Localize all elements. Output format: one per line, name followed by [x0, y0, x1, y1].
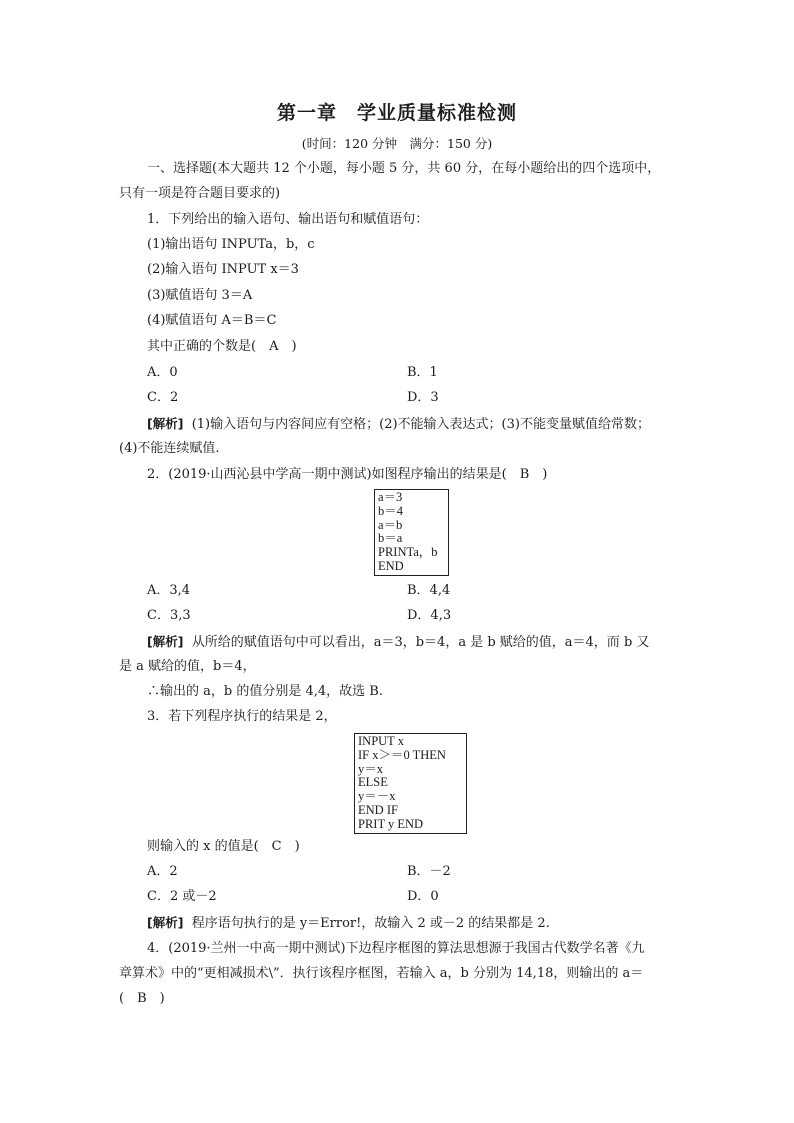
analysis-tag: [解析] [147, 915, 184, 930]
code-line: y＝－x [358, 789, 396, 804]
page-title: 第一章 学业质量标准检测 [276, 102, 517, 124]
q2-analysis-line2: 是 a 赋给的值，b＝4， [119, 659, 256, 674]
q3-option-a: A．2 [147, 864, 178, 879]
q3-stem: 3．若下列程序执行的结果是 2， [147, 709, 337, 724]
q1-item-2: (2)输入语句 INPUT x＝3 [147, 262, 299, 277]
code-line: a＝b [378, 517, 403, 532]
code-line: END IF [358, 802, 398, 817]
q4-line1: 4．(2019·兰州一中高一期中测试)下边程序框图的算法思想源于我国古代数学名著《九 [147, 941, 645, 956]
exam-info: (时间：120 分钟 满分：150 分) [301, 136, 493, 151]
q3-code-box [354, 733, 467, 834]
q3-ask: 则输入的 x 的值是( C ) [147, 839, 300, 854]
q3-option-b: B．－2 [407, 864, 451, 879]
code-line: y＝x [358, 761, 384, 776]
q1-option-b: B．1 [407, 365, 438, 380]
q1-item-3: (3)赋值语句 3＝A [147, 288, 253, 303]
analysis-tag: [解析] [147, 416, 184, 431]
q1-analysis-text: (1)输入语句与内容间应有空格；(2)不能输入表达式；(3)不能变量赋值给常数； [191, 417, 650, 432]
analysis-tag: [解析] [147, 634, 184, 649]
q2-stem: 2．(2019·山西沁县中学高一期中测试)如图程序输出的结果是( B ) [147, 467, 548, 482]
q1-analysis-line1 [147, 415, 650, 434]
q2-analysis-line1 [147, 633, 649, 652]
q2-analysis-text: 从所给的赋值语句中可以看出，a＝3，b＝4，a 是 b 赋给的值，a＝4，而 b 又 [191, 635, 650, 650]
q1-item-1: (1)输出语句 INPUTa，b，c [147, 237, 315, 252]
q1-ask: 其中正确的个数是( A ) [147, 339, 297, 354]
section-instructions-line2: 只有一项是符合题目要求的) [119, 186, 281, 201]
q1-item-4: (4)赋值语句 A＝B＝C [147, 313, 277, 328]
q1-stem: 1．下列给出的输入语句、输出语句和赋值语句： [147, 212, 429, 227]
q3-option-c: C．2 或－2 [147, 889, 217, 904]
q2-code-box [374, 489, 449, 576]
q2-analysis-line3: ∴输出的 a，b 的值分别是 4,4，故选 B. [147, 684, 383, 699]
q1-option-c: C．2 [147, 390, 179, 405]
code-line: a＝3 [378, 490, 403, 504]
q4-line3: ( B ) [119, 991, 165, 1006]
code-line: PRIT y END [358, 816, 424, 831]
q1-analysis-line2: (4)不能连续赋值. [119, 441, 220, 456]
q1-option-d: D．3 [407, 390, 439, 405]
q2-option-a: A．3,4 [147, 583, 191, 598]
section-instructions-line1: 一、选择题(本大题共 12 个小题，每小题 5 分，共 60 分，在每小题给出的四个选项中， [147, 161, 661, 176]
q2-option-c: C．3,3 [147, 608, 191, 623]
code-line: b＝a [378, 531, 403, 546]
code-line: INPUT x [358, 734, 404, 748]
code-line: b＝4 [378, 503, 404, 518]
q2-option-d: D．4,3 [407, 608, 452, 623]
code-line: ELSE [358, 775, 388, 790]
code-line: END [378, 558, 404, 573]
q4-line2: 章算术》中的“更相减损术\”．执行该程序框图，若输入 a，b 分别为 14,18，则输出的 a＝ [119, 966, 644, 981]
code-line: PRINTa，b [378, 545, 438, 560]
q3-analysis-line1 [147, 914, 550, 933]
q2-option-b: B．4,4 [407, 583, 451, 598]
q3-option-d: D．0 [407, 889, 439, 904]
q3-analysis-text: 程序语句执行的是 y＝Error!，故输入 2 或－2 的结果都是 2. [191, 916, 550, 931]
q1-option-a: A．0 [147, 365, 178, 380]
code-line: IF x＞＝0 THEN [358, 747, 446, 762]
